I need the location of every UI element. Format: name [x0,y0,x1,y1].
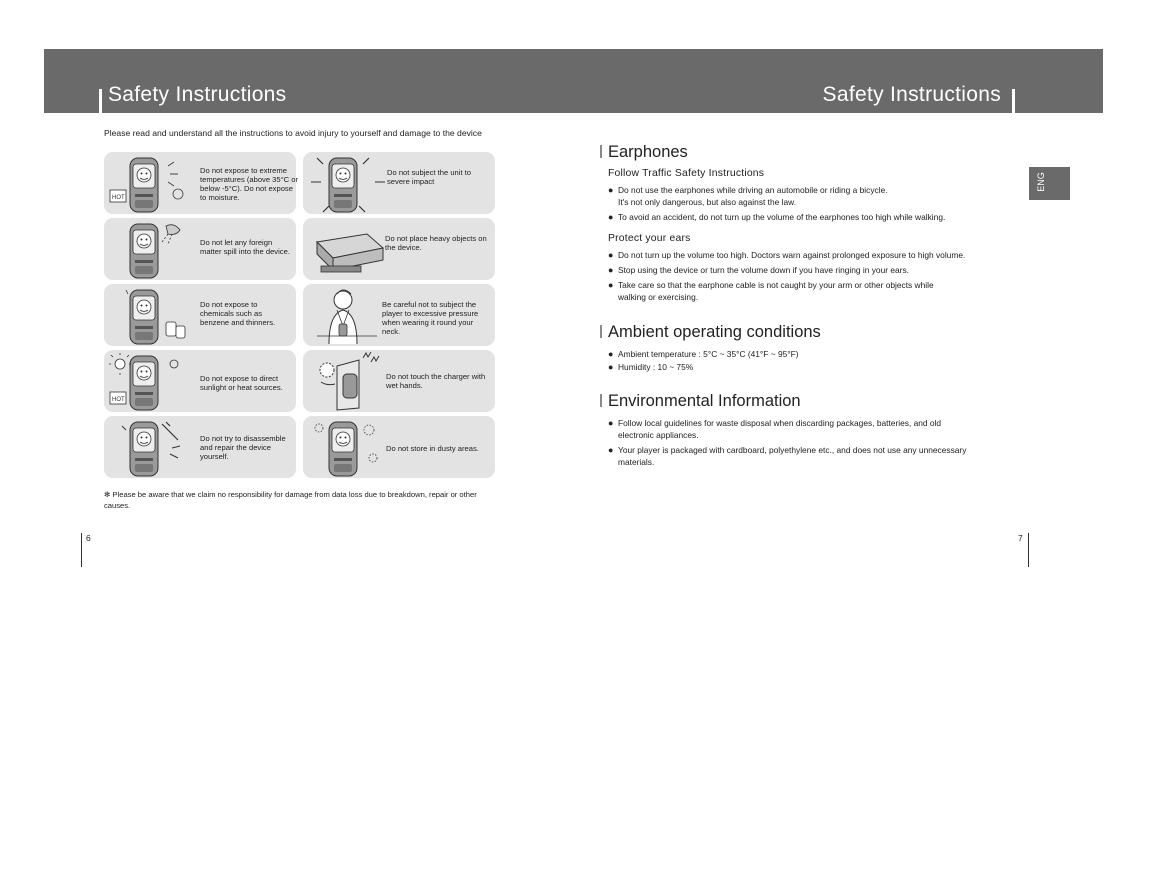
svg-text:HOT: HOT [112,195,125,201]
disclaimer-note: ✻ Please be aware that we claim no responsibility for damage from data loss due to breakdown, repair or other causes. [104,490,477,510]
svg-text:HOT: HOT [112,397,125,403]
title-bar-right [1012,89,1015,113]
ambient-heading [600,323,821,342]
list-item: ● Ambient temperature : 5°C ~ 35°C (41°F ~ 95°F) [608,348,799,360]
warning-text: Do not subject the unit to severe impact [387,168,472,186]
list-item-text: walking or exercising. [618,292,699,302]
warning-text: Do not try to disassemble and repair the device yourself. [200,434,286,461]
header-banner [44,49,1103,113]
warning-card-dust [303,416,495,478]
list-item-continued [608,291,965,303]
warning-card-neck-pressure [303,284,495,346]
traffic-list [608,184,945,226]
page-rule-right [1028,533,1029,567]
heading-bar [600,394,602,407]
environment-list [608,417,966,471]
page-title-right: Safety Instructions [822,83,1001,106]
earphones-heading [600,143,688,162]
warning-text: Do not expose to direct sunlight or heat sources. [200,374,283,392]
list-item: ● Humidity : 10 ~ 75% [608,361,799,373]
heading-bar [600,145,602,158]
player-chemicals-illustration [108,286,198,346]
warning-text: Be careful not to subject the player to excessive pressure when wearing it round your neck. [382,300,479,336]
page-number-right: 7 [1018,533,1023,543]
list-item-text: materials. [618,457,655,467]
warning-text: Do not place heavy objects on the device. [385,234,487,252]
player-foreign-matter-illustration [108,220,198,280]
player-impact-illustration [307,154,397,214]
page-rule-left [81,533,82,567]
list-item-continued [608,456,966,468]
ambient-list [608,348,799,374]
warning-text: Do not expose to extreme temperatures (above 35°C or below -5°C). Do not expose to moisture. [200,166,299,202]
heading-bar [600,325,602,338]
list-item: ● Follow local guidelines for waste disposal when discarding packages, batteries, and old [608,417,966,429]
player-dust-illustration [307,418,397,478]
earphones-title: Earphones [608,143,688,161]
warning-text: Do not store in dusty areas. [386,444,479,453]
list-item: ● Take care so that the earphone cable is not caught by your arm or other objects while [608,279,965,291]
language-tab-label: ENG [1035,172,1046,192]
warning-card-foreign-matter [104,218,296,280]
warning-card-wet-hands [303,350,495,412]
player-temperature-illustration [108,154,198,214]
warning-card-disassemble [104,416,296,478]
list-item: ● Do not turn up the volume too high. Doctors warn against prolonged exposure to high volume. [608,249,965,261]
list-item: ● Stop using the device or turn the volume down if you have ringing in your ears. [608,264,965,276]
ears-subheading: Protect your ears [608,233,691,244]
title-bar-left [99,89,102,113]
list-item: ● Your player is packaged with cardboard, polyethylene etc., and does not use any unnecessary [608,444,966,456]
list-item-continued [608,429,966,441]
list-item-text: electronic appliances. [618,430,699,440]
warning-text: Do not let any foreign matter spill into the device. [200,238,290,256]
list-item-continued [608,196,945,208]
ambient-title: Ambient operating conditions [608,323,821,341]
warning-card-temperature [104,152,299,214]
charger-wet-hands-illustration [307,352,397,412]
list-item: ● Do not use the earphones while driving an automobile or riding a bicycle. [608,184,945,196]
page-number-left: 6 [86,533,91,543]
warning-card-chemicals [104,284,296,346]
language-tab [1029,167,1070,200]
warning-text: Do not touch the charger with wet hands. [386,372,486,390]
warning-card-impact [303,152,495,214]
player-sunlight-illustration [108,352,198,412]
warning-card-heavy-objects [303,218,495,280]
list-item-text: It's not only dangerous, but also against the law. [618,197,797,207]
intro-text: Please read and understand all the instructions to avoid injury to yourself and damage to the device [104,128,482,138]
player-disassemble-illustration [108,418,198,478]
page-title-left: Safety Instructions [108,83,287,106]
warning-text: Do not expose to chemicals such as benzene and thinners. [200,300,276,327]
heavy-object-illustration [307,220,397,280]
warning-card-sunlight [104,350,296,412]
environment-title: Environmental Information [608,392,801,410]
traffic-subheading: Follow Traffic Safety Instructions [608,168,765,179]
environment-heading [600,392,801,411]
ears-list [608,249,965,306]
list-item: ● To avoid an accident, do not turn up the volume of the earphones too high while walking. [608,211,945,223]
